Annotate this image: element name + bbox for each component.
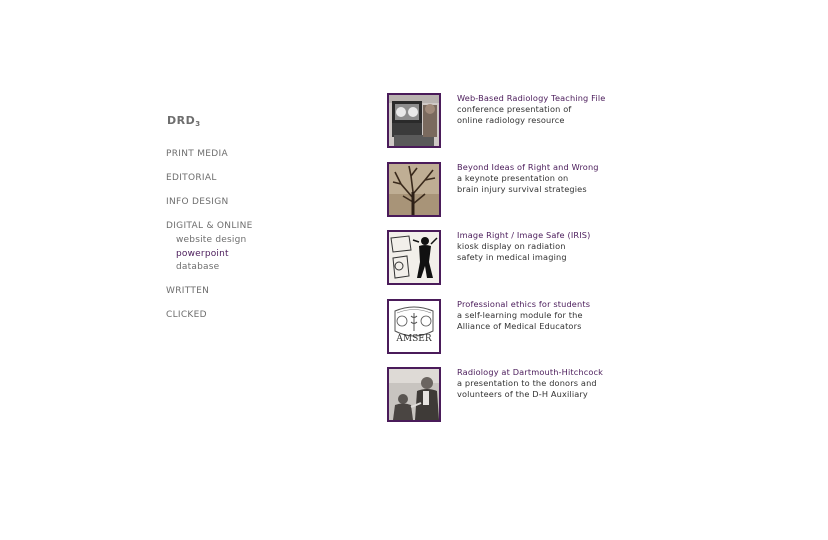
nav-clicked[interactable]: CLICKED: [166, 309, 207, 320]
project-info: [457, 230, 657, 263]
project-description-line-1: a self-learning module for the: [457, 309, 583, 320]
figure-collage-icon: [389, 232, 439, 283]
project-info: [457, 162, 657, 195]
nav-sub-database[interactable]: database: [176, 262, 220, 272]
project-description-line-1: kiosk display on radiation: [457, 241, 566, 251]
project-title[interactable]: Beyond Ideas of Right and Wrong: [457, 161, 599, 172]
project-title[interactable]: Web-Based Radiology Teaching File: [457, 93, 606, 103]
project-info: [457, 367, 657, 400]
project-description-line-2: safety in medical imaging: [457, 252, 567, 262]
project-info: [457, 93, 657, 126]
seal-text: AMSER: [396, 333, 432, 344]
project-thumbnail-iris[interactable]: [387, 230, 441, 285]
tree-photo-icon: [389, 164, 439, 215]
project-description-line-2: online radiology resource: [457, 115, 565, 125]
project-thumbnail-amser[interactable]: [387, 299, 441, 354]
nav-digital-online[interactable]: DIGITAL & ONLINE: [166, 221, 253, 231]
digital-online-submenu: [166, 234, 253, 275]
project-thumbnail-radiology-viewer[interactable]: [387, 93, 441, 148]
nav-sub-website-design[interactable]: website design: [176, 235, 247, 245]
project-thumbnail-tree[interactable]: [387, 162, 441, 217]
nav-print-media[interactable]: PRINT MEDIA: [166, 149, 228, 159]
project-description-line-2: Alliance of Medical Educators: [457, 320, 582, 331]
project-description-line-1: a keynote presentation on: [457, 172, 569, 183]
project-title[interactable]: Image Right / Image Safe (IRIS): [457, 230, 591, 240]
nav-sub-powerpoint[interactable]: powerpoint: [176, 248, 229, 259]
nav-editorial[interactable]: EDITORIAL: [166, 173, 217, 183]
nav-info-design[interactable]: INFO DESIGN: [166, 197, 229, 207]
project-description-line-1: a presentation to the donors and: [457, 378, 597, 388]
site-logo[interactable]: [167, 114, 201, 128]
project-description-line-2: brain injury survival strategies: [457, 183, 587, 194]
project-title[interactable]: Professional ethics for students: [457, 298, 591, 309]
project-description-line-2: volunteers of the D-H Auxiliary: [457, 389, 588, 399]
main-nav: [166, 148, 253, 333]
radiology-viewer-photo-icon: [389, 95, 439, 146]
logo-text: DRD: [167, 114, 196, 127]
nav-written[interactable]: WRITTEN: [166, 285, 210, 296]
project-info: [457, 299, 657, 332]
amser-seal-icon: [389, 301, 439, 352]
historic-doctor-photo-icon: [389, 369, 439, 420]
project-thumbnail-dartmouth[interactable]: [387, 367, 441, 422]
project-description-line-1: conference presentation of: [457, 104, 572, 114]
project-title[interactable]: Radiology at Dartmouth-Hitchcock: [457, 367, 604, 377]
logo-subscript: 3: [195, 120, 201, 128]
